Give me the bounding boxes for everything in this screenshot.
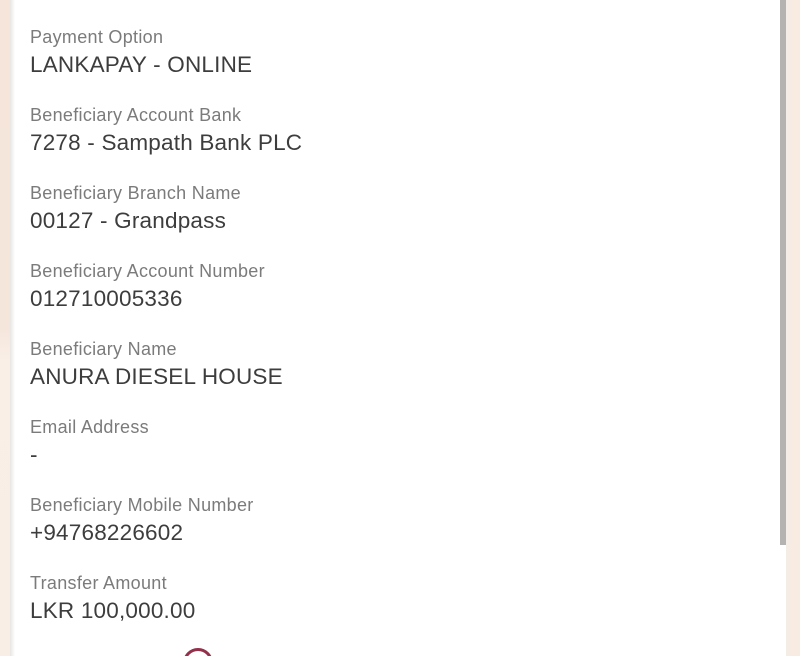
field-value: 00127 - Grandpass: [30, 208, 227, 233]
field-label: Beneficiary Branch Name: [30, 183, 241, 203]
detail-field: [30, 336, 770, 392]
field-value: 012710005336: [30, 286, 183, 311]
field-value: -: [30, 442, 38, 467]
detail-field: [30, 258, 770, 314]
field-label: Transfer Amount: [30, 573, 167, 593]
detail-field: [30, 24, 770, 80]
field-list: [30, 24, 770, 626]
detail-field: [30, 102, 770, 158]
field-label: Payment Option: [30, 27, 164, 47]
field-value: LKR 100,000.00: [30, 598, 196, 623]
detail-field: [30, 570, 770, 626]
scrollbar-thumb[interactable]: [780, 0, 786, 545]
background-right-strip: [786, 0, 800, 656]
radio-circle-icon[interactable]: [183, 648, 213, 656]
detail-field: [30, 180, 770, 236]
field-label: Beneficiary Account Bank: [30, 105, 242, 125]
background-left-strip: [0, 0, 10, 656]
field-label: Beneficiary Account Number: [30, 261, 265, 281]
field-value: +94768226602: [30, 520, 184, 545]
field-value: ANURA DIESEL HOUSE: [30, 364, 283, 389]
field-value: LANKAPAY - ONLINE: [30, 52, 253, 77]
detail-field: [30, 492, 770, 548]
detail-field: [30, 414, 770, 470]
field-value: 7278 - Sampath Bank PLC: [30, 130, 303, 155]
field-label: Beneficiary Name: [30, 339, 177, 359]
field-label: Email Address: [30, 417, 149, 437]
field-label: Beneficiary Mobile Number: [30, 495, 254, 515]
